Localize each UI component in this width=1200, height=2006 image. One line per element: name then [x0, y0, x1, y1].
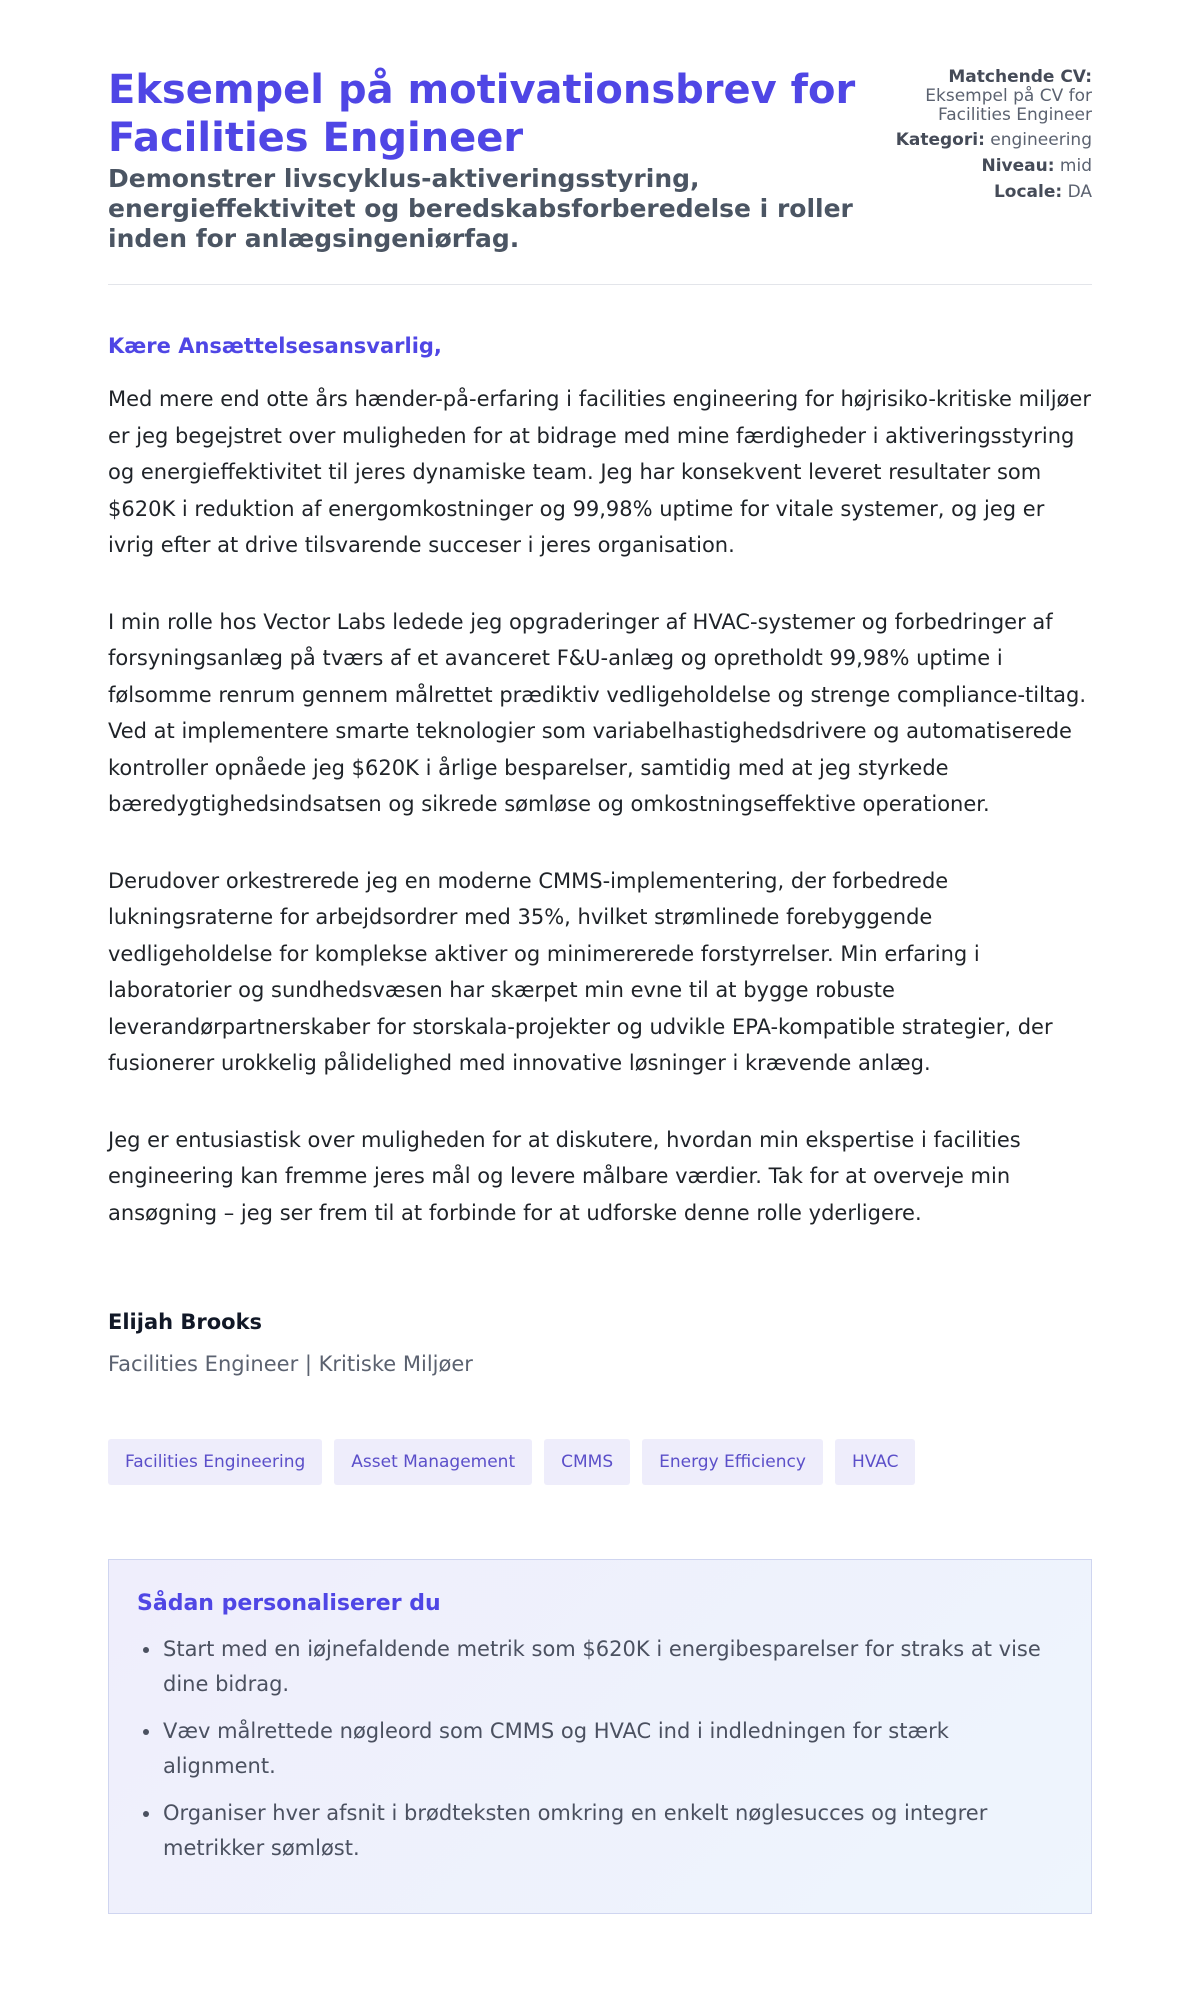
meta-locale — [852, 183, 1092, 202]
tag-facilities-engineering[interactable]: Facilities Engineering — [108, 1439, 322, 1485]
tag-asset-management[interactable]: Asset Management — [334, 1439, 532, 1485]
tips-title: Sådan personaliserer du — [137, 1591, 441, 1616]
meta-level-value: mid — [1059, 156, 1092, 176]
keyword-tags — [108, 1439, 1092, 1485]
letter-paragraph: Med mere end otte års hænder-på-erfaring i facilities engineering for højrisiko-kritiske miljøer er jeg begejstret over muligheden for at bidrage med mine færdigheder i aktiveringsstyring og energieffektivitet til jeres dynamiske team. Jeg har konsekvent leveret resultater som $620K i reduktion af energomkostninger og 99,98% uptime for vitale systemer, og jeg er ivrig efter at drive tilsvarende succeser i jeres organisation. — [108, 387, 1091, 557]
meta-category — [852, 131, 1092, 150]
letter-greeting: Kære Ansættelsesansvarlig, — [108, 334, 442, 358]
letter-paragraph: Jeg er entusiastisk over muligheden for at diskutere, hvordan min ekspertise i facilities engineering kan fremme jeres mål og levere målbare værdier. Tak for at overveje min ansøgning – jeg ser frem til at forbinde for at udforske denne rolle yderligere. — [108, 1127, 1021, 1225]
tips-list — [137, 1632, 1063, 1866]
meta-cv-label: Matchende CV: — [948, 67, 1092, 87]
tag-hvac[interactable]: HVAC — [835, 1439, 916, 1485]
meta-level — [852, 157, 1092, 176]
letter-paragraph: Derudover orkestrerede jeg en moderne CMMS-implementering, der forbedrede lukningsraterne for arbejdsordrer med 35%, hvilket strømlinede forebyggende vedligeholdelse for komplekse aktiver og minimererede forstyrrelser. Min erfaring i laboratorier og sundhedsvæsen har skærpet min evne til at bygge robuste leverandørpartnerskaber for storskala-projekter og udvikle EPA-kompatible strategier, der fusionerer urokkelig pålidelighed med innovative løsninger i krævende anlæg. — [108, 868, 1053, 1075]
meta-cv-link[interactable]: Eksempel på CV for Facilities Engineer — [925, 86, 1092, 125]
meta-locale-label: Locale: — [993, 182, 1063, 202]
meta-panel — [852, 68, 1092, 209]
page-title: Eksempel på motivationsbrev for Facilities Engineer — [108, 67, 856, 161]
page-header — [108, 0, 1092, 285]
letter-body — [108, 381, 1092, 1231]
tag-energy-efficiency[interactable]: Energy Efficiency — [642, 1439, 823, 1485]
tag-cmms[interactable]: CMMS — [544, 1439, 630, 1485]
personalization-tips-box — [108, 1559, 1092, 1914]
tip-item: Væv målrettede nøgleord som CMMS og HVAC ind i indledningen for stærk alignment. — [163, 1714, 1063, 1784]
meta-matching-cv — [852, 68, 1092, 125]
meta-category-label: Kategori: — [895, 130, 985, 150]
signature-name: Elijah Brooks — [108, 1310, 263, 1334]
meta-category-value: engineering — [990, 130, 1092, 150]
meta-level-label: Niveau: — [981, 156, 1055, 176]
letter-paragraph: I min rolle hos Vector Labs ledede jeg opgraderinger af HVAC-systemer og forbedringer af forsyningsanlæg på tværs af et avanceret F&U-anlæg og opretholdt 99,98% uptime i følsomme renrum gennem målrettet prædiktiv vedligeholdelse og strenge compliance-tiltag. Ved at implementere smarte teknologier som variabelhastighedsdrivere og automatiserede kontroller opnåede jeg $620K i årlige besparelser, samtidig med at jeg styrkede bæredygtighedsindsatsen og sikrede sømløse og omkostningseffektive operationer. — [108, 609, 1087, 816]
signature-role: Facilities Engineer | Kritiske Miljøer — [108, 1352, 473, 1376]
meta-locale-value: DA — [1067, 182, 1092, 202]
tip-item: Organiser hver afsnit i brødteksten omkring en enkelt nøglesucces og integrer metrikker sømløst. — [163, 1796, 1063, 1866]
tip-item: Start med en iøjnefaldende metrik som $620K i energibesparelser for straks at vise dine bidrag. — [163, 1632, 1063, 1702]
page-subtitle: Demonstrer livscyklus-aktiveringsstyring, energieffektivitet og beredskabsforberedelse i roller inden for anlægsingeniørfag. — [108, 164, 853, 253]
